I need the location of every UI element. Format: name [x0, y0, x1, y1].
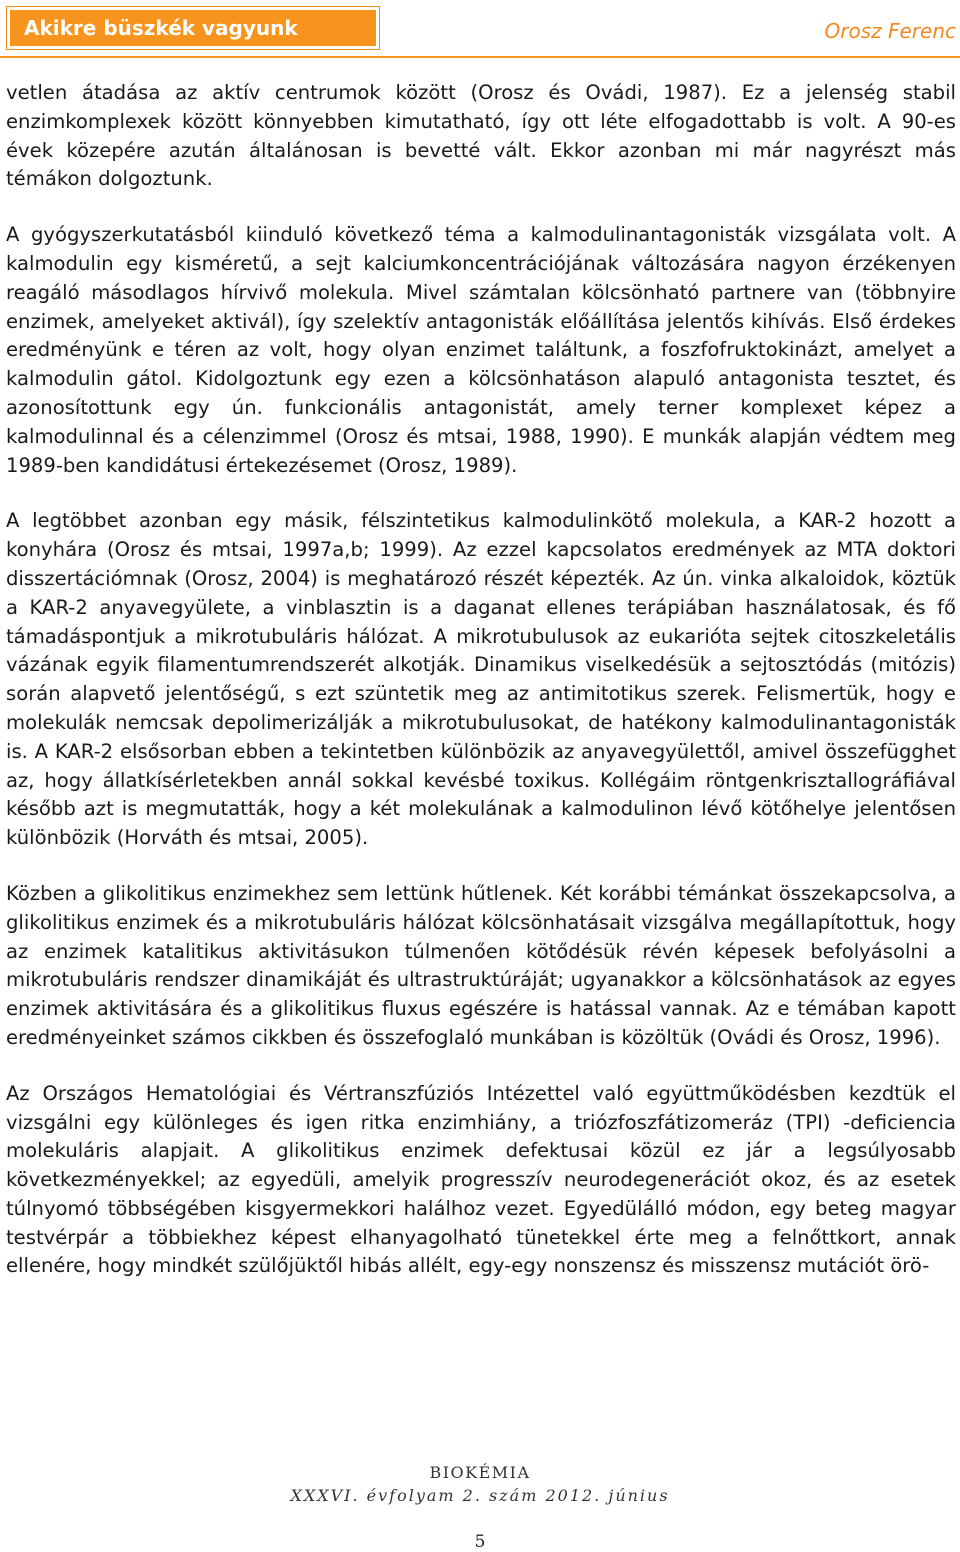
issue-info: XXXVI. évfolyam 2. szám 2012. június: [290, 1486, 670, 1505]
journal-name: BIOKÉMIA: [429, 1463, 531, 1482]
paragraph: A gyógyszerkutatásból kiinduló következő téma a kalmodulinantagonisták vizsgálata volt. A kalmodulin egy kisméretű, a sejt kalciumkoncentrációjának változására nagyon érzékenyen reagáló másodlagos hírvivő molekula. Mivel számtalan kölcsönható partnere van (többnyire enzimek, amelyeket aktivál), így szelektív antagonisták előállítása jelentős kihívás. Első érdekes eredményünk e téren az volt, hogy olyan enzimet találtunk, a foszfofruktokinázt, amelyet a kalmodulin gátol. Kidolgoztunk egy ezen a kölcsönhatáson alapuló antagonista tesztet, és azonosítottunk egy ún. funkcionális antagonistát, amely terner komplexet képez a kalmodulinnal és a célenzimmel (Orosz és mtsai, 1988, 1990). E munkák alapján védtem meg 1989-ben kandidátusi értekezésemet (Orosz, 1989).: [6, 223, 956, 477]
article-body: [6, 79, 956, 1308]
paragraph: Közben a glikolitikus enzimekhez sem lettünk hűtlenek. Két korábbi témánkat összekapcsolva, a glikolitikus enzimek és a mikrotubuláris hálózat kölcsönhatásait vizsgálva megállapítottuk, hogy az enzimek katalitikus aktivitásukon túlmenően kötődésük révén képesek befolyásolni a mikrotubuláris rendszer dinamikáját és ultrastruktúráját; ugyanakkor a kölcsönhatások az egyes enzimek aktivitására és a glikolitikus fluxus egészére is hatással vannak. Az e témában kapott eredményeinket számos cikkben és összefoglaló munkában is közöltük (Ovádi és Orosz, 1996).: [6, 881, 956, 1049]
header-divider: [0, 56, 960, 58]
paragraph: Az Országos Hematológiai és Vértranszfúziós Intézettel való együttműködésben kezdtük el vizsgálni egy különleges és igen ritka enzimhiány, a triózfoszfátizomeráz (TPI) -deficiencia molekuláris alapjait. A glikolitikus enzimek defektusai közül ez jár a legsúlyosabb következményekkel; az egyedüli, amelyik progresszív neurodegenerációt okoz, és az esetek túlnyomó többségében kisgyermekkori halálhoz vezet. Egyedülálló módon, egy beteg magyar testvérpár a többiekhez képest elhanyagolható tünetekkel érte meg a felnőttkort, annak ellenére, hogy mindkét szülőjüktől hibás allélt, egy-egy nonszensz és misszensz mutációt örö-: [6, 1081, 956, 1278]
page-header: [0, 0, 960, 64]
paragraph: A legtöbbet azonban egy másik, félszintetikus kalmodulinkötő molekula, a KAR-2 hozott a konyhára (Orosz és mtsai, 1997a,b; 1999). Az ezzel kapcsolatos eredmények az MTA doktori disszertációmnak (Orosz, 2004) is meghatározó részét képezték. Az ún. vinka alkaloidok, köztük a KAR-2 anyavegyülete, a vinblasztin is a daganat ellenes terápiában használatosak, és fő támadáspontjuk a mikrotubuláris hálózat. A mikrotubulusok az eukarióta sejtek citoszkeletális vázának egyik filamentumrendszerét alkotják. Dinamikus viselkedésük a sejtosztódás (mitózis) során alapvető jelentőségű, s ezt szüntetik meg az antimitotikus szerek. Felismertük, hogy e molekulák nemcsak depolimerizálják a mikrotubulusokat, de hatékony kalmodulinantagonisták is. A KAR-2 elsősorban ebben a tekintetben különbözik az anyavegyülettől, amivel összefügghet az, hogy állatkísérletekben annál sokkal kevésbé toxikus. Kollégáim röntgenkrisztallográfiával később azt is megmutatták, hogy a két molekulának a kalmodulinon lévő kötőhelye jelentősen különbözik (Horváth és mtsai, 2005).: [6, 509, 956, 850]
page-footer: [0, 1462, 960, 1508]
author-name: Orosz Ferenc: [824, 19, 956, 43]
page-number: 5: [474, 1532, 486, 1552]
section-title: Akikre büszkék vagyunk: [10, 10, 376, 46]
section-title-tab: [6, 6, 380, 50]
paragraph: vetlen átadása az aktív centrumok között (Orosz és Ovádi, 1987). Ez a jelenség stabil enzimkomplexek között könnyebben kimutatható, így ott léte elfogadottabb is volt. A 90-es évek közepére azután általánosan is bevetté vált. Ekkor azonban mi már nagyrészt más témákon dolgoztunk.: [6, 81, 956, 191]
